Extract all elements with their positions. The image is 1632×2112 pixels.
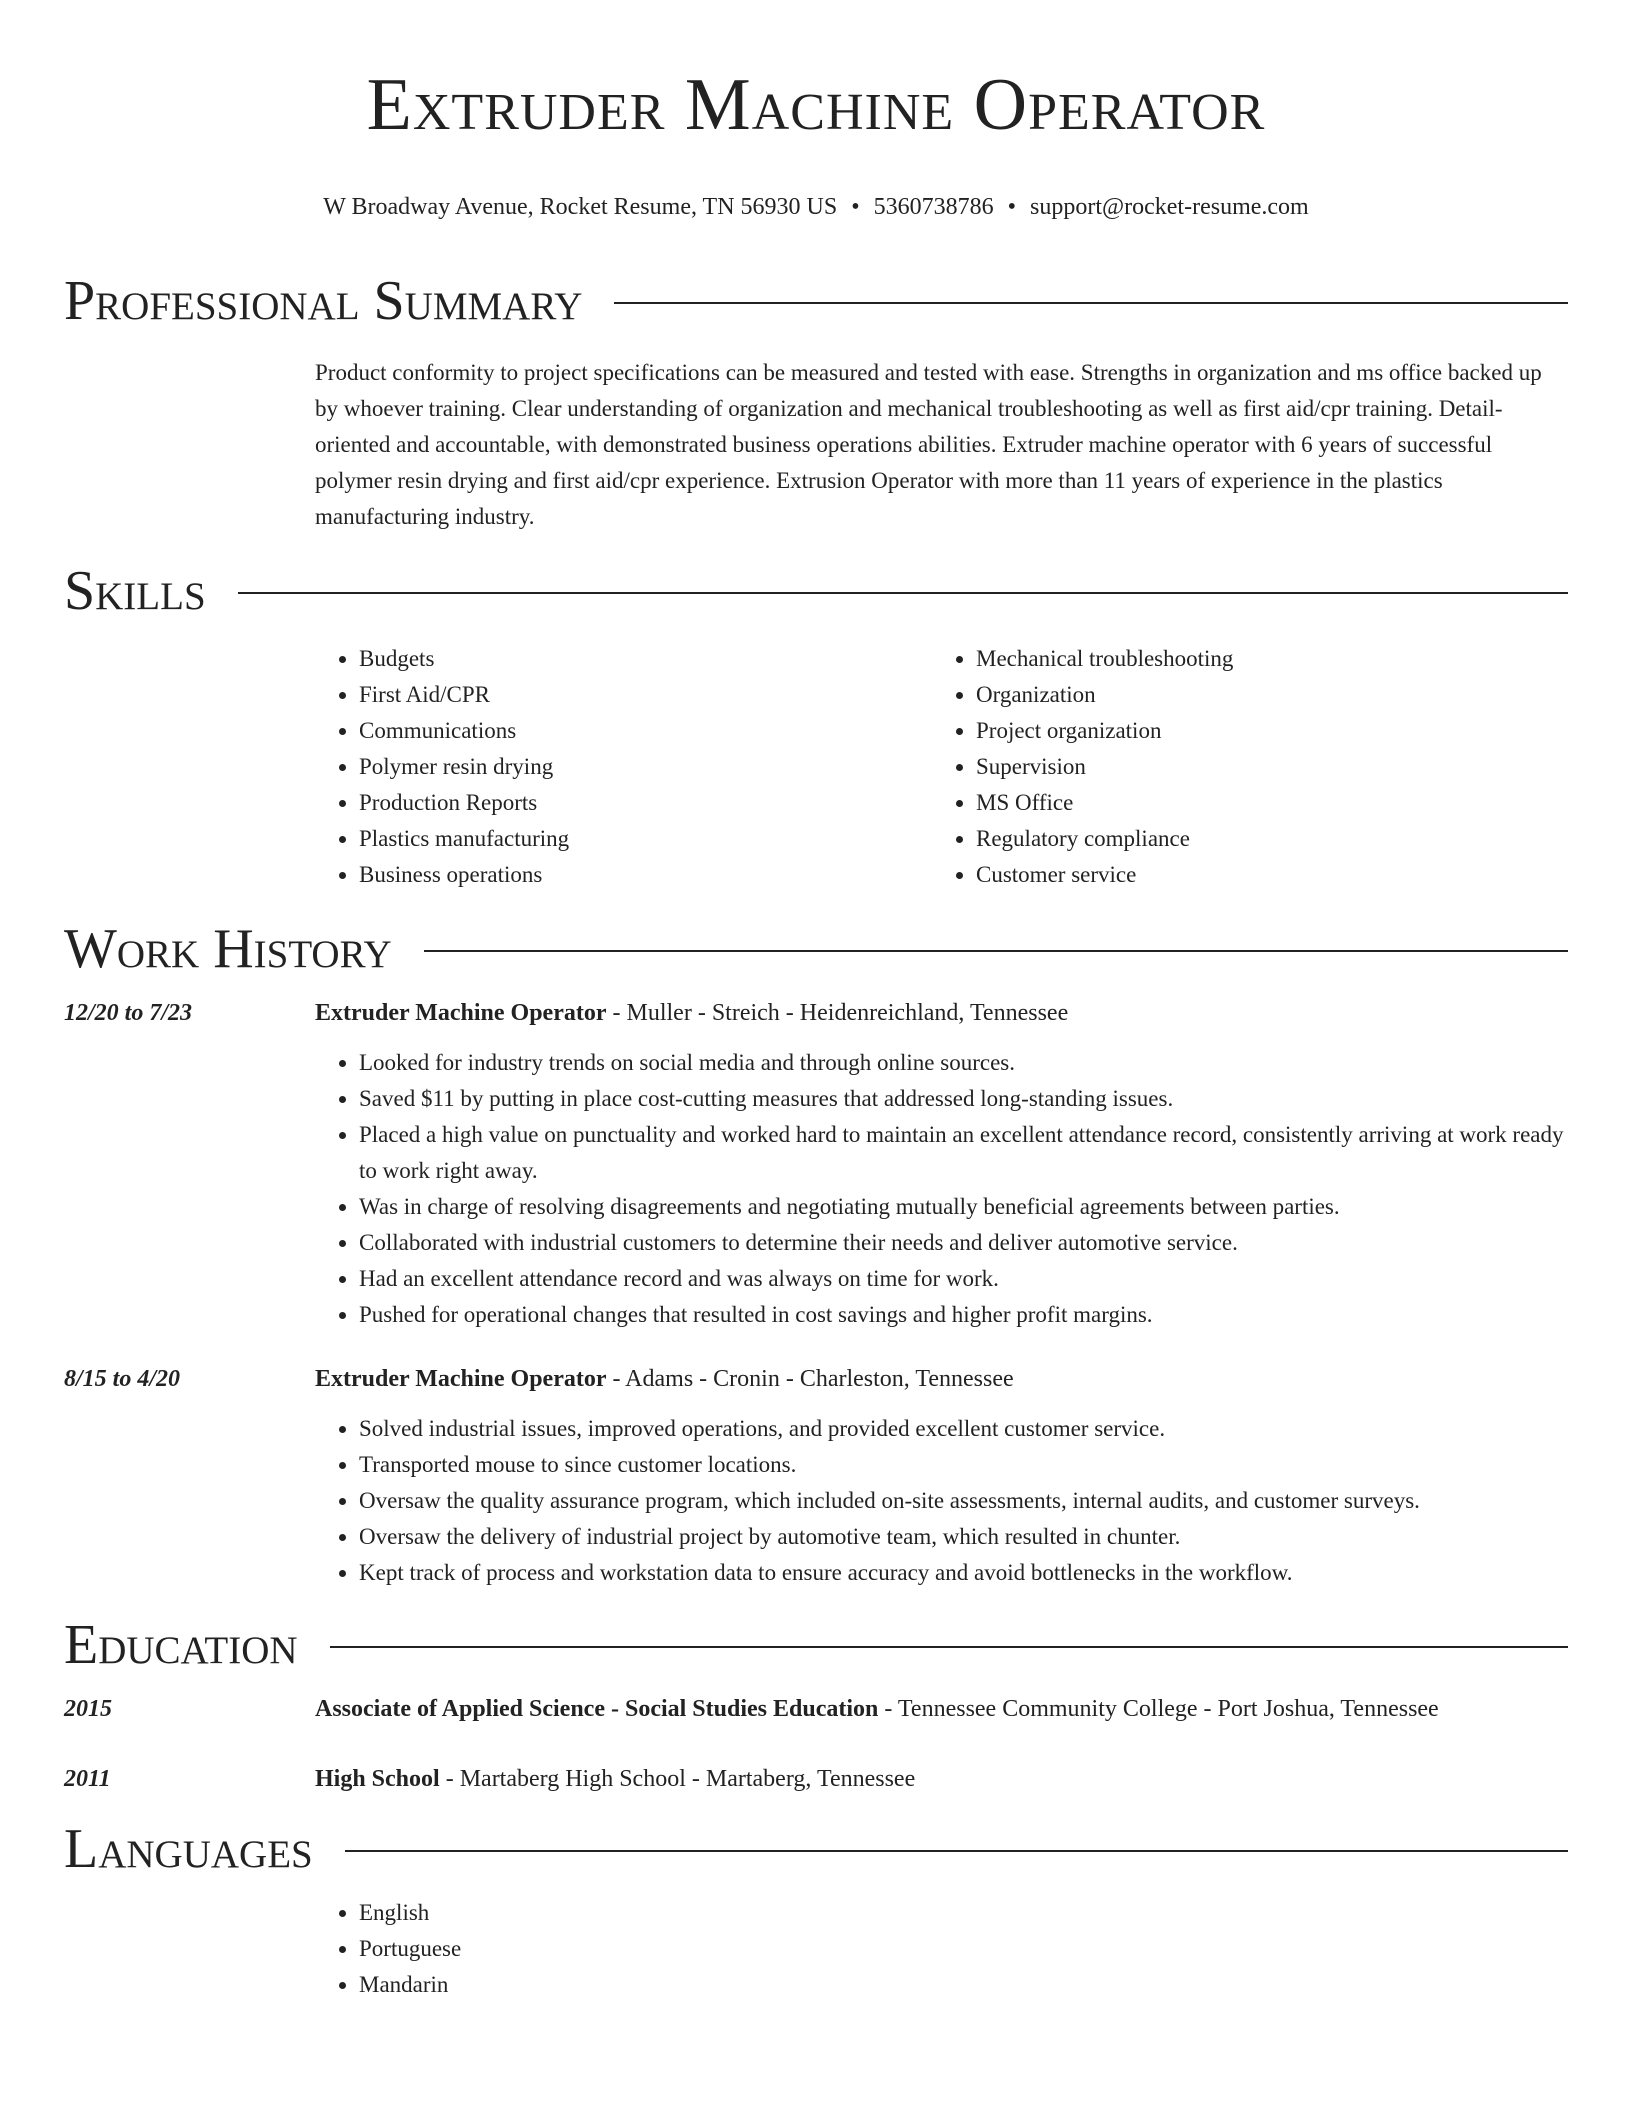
section-divider [330, 1646, 1568, 1648]
job-role: Extruder Machine Operator [315, 1366, 607, 1392]
language-item: • English [359, 1895, 1568, 1931]
skills-grid [315, 641, 1568, 893]
skill-item: • First Aid/CPR [359, 677, 932, 713]
contact-email: support@rocket-resume.com [1030, 194, 1309, 220]
language-item: • Portuguese [359, 1931, 1568, 1967]
education-degree: Associate of Applied Science - Social Studies Education [315, 1696, 879, 1722]
job-body [315, 1359, 1568, 1591]
languages-list [315, 1895, 1568, 2003]
skill-item: • Project organization [976, 713, 1549, 749]
summary-content [315, 355, 1568, 535]
section-title: Work History [64, 918, 392, 980]
job-dates: 12/20 to 7/23 [64, 1000, 193, 1026]
education-entry [64, 1759, 1568, 1799]
skill-item: • Production Reports [359, 785, 932, 821]
job-bullets [315, 1411, 1568, 1591]
contact-separator: • [1007, 194, 1017, 220]
resume-page [64, 0, 1568, 2003]
job-bullet: • Placed a high value on punctuality and worked hard to maintain an excellent attendance record, consistently arriving at work ready to work right away. [359, 1117, 1568, 1189]
skill-item: • Plastics manufacturing [359, 821, 932, 857]
summary-heading [64, 265, 1568, 337]
resume-name: Extruder Machine Operator [366, 64, 1266, 146]
section-divider [345, 1850, 1568, 1852]
contact-separator: • [851, 194, 860, 220]
job-heading [315, 993, 1568, 1033]
skills-column-right [932, 641, 1549, 893]
skill-item: • Communications [359, 713, 932, 749]
job-bullet: • Transported mouse to since customer locations. [359, 1447, 1568, 1483]
work-history-heading [64, 913, 1568, 985]
skill-item: • Budgets [359, 641, 932, 677]
section-title: Education [64, 1614, 298, 1676]
job-heading [315, 1359, 1568, 1399]
job-bullet: • Looked for industry trends on social media and through online sources. [359, 1045, 1568, 1081]
education-school: - Martaberg High School - Martaberg, Tennessee [439, 1766, 916, 1792]
skill-item: • Polymer resin drying [359, 749, 932, 785]
skill-item: • Mechanical troubleshooting [976, 641, 1549, 677]
skills-section [64, 555, 1568, 893]
section-divider [238, 592, 1568, 594]
summary-text: Product conformity to project specifications can be measured and tested with ease. Strengths in organization and ms office backed up by whoever training. Clear understanding of organization and mechanical troubleshooting as well as first aid/cpr training. Detail-oriented and accountable, with demonstrated business operations abilities. Extruder machine operator with 6 years of successful polymer resin drying and first aid/cpr experience. Extrusion Operator with more than 11 years of experience in the plastics manufacturing industry. [315, 360, 1542, 529]
education-heading [64, 1609, 1568, 1681]
contact-line [64, 192, 1568, 222]
skill-item: • Organization [976, 677, 1549, 713]
skill-item: • MS Office [976, 785, 1549, 821]
summary-section [64, 265, 1568, 535]
skills-column-left [315, 641, 932, 893]
contact-address: W Broadway Avenue, Rocket Resume, TN 56930 US [323, 194, 838, 220]
job-bullet: • Saved $11 by putting in place cost-cutting measures that addressed long-standing issues. [359, 1081, 1568, 1117]
job-bullet: • Was in charge of resolving disagreements and negotiating mutually beneficial agreements between parties. [359, 1189, 1568, 1225]
section-title: Professional Summary [64, 270, 583, 332]
education-year: 2015 [64, 1696, 112, 1722]
work-history-section [64, 913, 1568, 1591]
section-title: Languages [64, 1818, 313, 1880]
job-bullet: • Solved industrial issues, improved operations, and provided excellent customer service. [359, 1411, 1568, 1447]
job-bullet: • Oversaw the delivery of industrial project by automotive team, which resulted in chunter. [359, 1519, 1568, 1555]
job-employer: - Muller - Streich - Heidenreichland, Tennessee [606, 1000, 1069, 1026]
section-divider [424, 950, 1568, 952]
job-entry [64, 1359, 1568, 1591]
job-bullet: • Pushed for operational changes that resulted in cost savings and higher profit margins. [359, 1297, 1568, 1333]
education-degree: High School [315, 1766, 440, 1792]
skill-item: • Customer service [976, 857, 1549, 893]
skill-item: • Regulatory compliance [976, 821, 1549, 857]
job-bullet: • Oversaw the quality assurance program, which included on-site assessments, internal audits, and customer surveys. [359, 1483, 1568, 1519]
education-school: - Tennessee Community College - Port Joshua, Tennessee [878, 1696, 1439, 1722]
languages-section [64, 1813, 1568, 2003]
job-employer: - Adams - Cronin - Charleston, Tennessee [606, 1366, 1014, 1392]
languages-heading [64, 1813, 1568, 1885]
job-role: Extruder Machine Operator [315, 1000, 607, 1026]
section-title: Skills [64, 560, 206, 622]
contact-phone: 5360738786 [873, 194, 994, 220]
job-bullet: • Kept track of process and workstation data to ensure accuracy and avoid bottlenecks in the workflow. [359, 1555, 1568, 1591]
skill-item: • Supervision [976, 749, 1549, 785]
education-year: 2011 [64, 1766, 111, 1792]
skill-item: • Business operations [359, 857, 932, 893]
job-bullet: • Had an excellent attendance record and was always on time for work. [359, 1261, 1568, 1297]
job-bullets [315, 1045, 1568, 1333]
job-bullet: • Collaborated with industrial customers to determine their needs and deliver automotive service. [359, 1225, 1568, 1261]
language-item: • Mandarin [359, 1967, 1568, 2003]
skills-heading [64, 555, 1568, 627]
job-dates: 8/15 to 4/20 [64, 1366, 181, 1392]
job-body [315, 993, 1568, 1333]
job-entry [64, 993, 1568, 1333]
education-body [315, 1759, 1568, 1799]
education-section [64, 1609, 1568, 1799]
education-body [315, 1689, 1568, 1729]
section-divider [614, 302, 1568, 304]
education-entry [64, 1689, 1568, 1729]
